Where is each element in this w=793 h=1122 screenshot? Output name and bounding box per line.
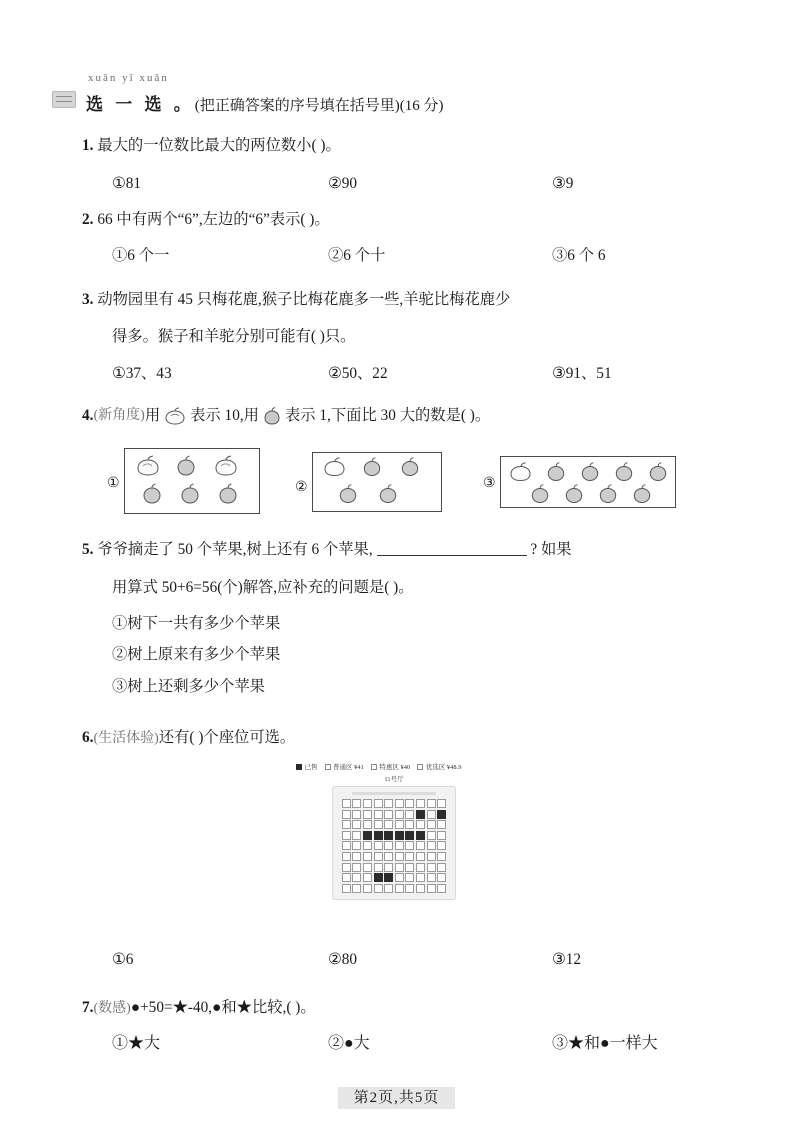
apple-icon: [595, 483, 621, 505]
seat-r8-c1[interactable]: [342, 873, 351, 882]
apple-icon: [173, 454, 199, 478]
apple-icon: [543, 461, 569, 483]
question-7-option-2[interactable]: ②●大: [328, 1035, 370, 1052]
seat-r2-c2[interactable]: [352, 810, 361, 819]
question-4-text-b: 表示 10,用: [190, 407, 259, 424]
legend-label-discount: 特惠区 ¥40: [379, 764, 411, 771]
question-4: [82, 404, 490, 428]
question-3: [82, 288, 510, 312]
seat-r8-c2[interactable]: [352, 873, 361, 882]
seat-r5-c3[interactable]: [363, 841, 372, 850]
seat-r8-c7[interactable]: [405, 873, 414, 882]
seat-r9-c7[interactable]: [405, 884, 414, 893]
seat-r3-c10[interactable]: [437, 820, 446, 829]
question-4-text-c: 表示 1,下面比 30 大的数是( )。: [284, 407, 491, 424]
seat-r8-c8[interactable]: [416, 873, 425, 882]
question-1-option-2[interactable]: ②90: [328, 175, 358, 192]
question-7-tag: (数感): [93, 1001, 131, 1016]
seat-r7-c8[interactable]: [416, 863, 425, 872]
legend-label-premium: 优选区 ¥48.9: [425, 764, 462, 771]
seat-r9-c4[interactable]: [374, 884, 383, 893]
question-7-option-3[interactable]: ③★和●一样大: [552, 1035, 658, 1052]
question-3-option-3[interactable]: ③91、51: [552, 365, 612, 382]
question-7-number: 7.: [82, 999, 94, 1016]
question-3-line-2: [112, 325, 355, 349]
seat-r1-c7[interactable]: [405, 799, 414, 808]
seat-r1-c8[interactable]: [416, 799, 425, 808]
seat-r8-c5: [384, 873, 393, 882]
seat-r4-c7: [405, 831, 414, 840]
seatmap-hall-label: 11号厅: [384, 776, 404, 783]
question-7-text: ●+50=★-40,●和★比较,( )。: [130, 999, 316, 1016]
question-4-choice-box-3[interactable]: [483, 456, 676, 508]
seat-r6-c4[interactable]: [374, 852, 383, 861]
seat-r2-c5[interactable]: [384, 810, 393, 819]
question-3-number: 3.: [82, 291, 94, 308]
question-2-option-3[interactable]: ③6 个 6: [552, 247, 606, 264]
page-number-label: 第2页,共5页: [338, 1087, 456, 1109]
seat-r9-c3[interactable]: [363, 884, 372, 893]
section-number-two-icon: [52, 91, 76, 108]
legend-swatch-premium-icon: [417, 764, 423, 770]
question-1-number: 1.: [82, 137, 94, 154]
question-5-number: 5.: [82, 541, 94, 558]
seat-r2-c10: [437, 810, 446, 819]
legend-swatch-standard-icon: [325, 764, 331, 770]
seat-r6-c5[interactable]: [384, 852, 393, 861]
question-3-text-line-1: 动物园里有 45 只梅花鹿,猴子比梅花鹿多一些,羊驼比梅花鹿少: [97, 291, 511, 308]
seat-r6-c10[interactable]: [437, 852, 446, 861]
seat-r1-c2[interactable]: [352, 799, 361, 808]
legend-item-premium: [417, 762, 461, 771]
seat-r2-c9[interactable]: [427, 810, 436, 819]
question-1-text: 最大的一位数比最大的两位数小( )。: [97, 137, 341, 154]
seat-r2-c6[interactable]: [395, 810, 404, 819]
seat-r6-c3[interactable]: [363, 852, 372, 861]
section-title: 选 一 选 。: [86, 95, 195, 114]
peach-icon: [321, 456, 349, 478]
question-6-text: 还有( )个座位可选。: [158, 729, 296, 746]
seat-r9-c10[interactable]: [437, 884, 446, 893]
question-4-box-1-marker: ①: [107, 476, 120, 491]
seat-r1-c4[interactable]: [374, 799, 383, 808]
seat-r1-c9[interactable]: [427, 799, 436, 808]
seatmap-legend: [288, 762, 500, 771]
apple-icon: [139, 482, 165, 506]
seat-r5-c7[interactable]: [405, 841, 414, 850]
seat-r1-c1[interactable]: [342, 799, 351, 808]
apple-icon: [261, 406, 283, 426]
question-4-number: 4.: [82, 407, 94, 424]
seat-r5-c6[interactable]: [395, 841, 404, 850]
apple-icon: [335, 483, 361, 505]
seat-r5-c4[interactable]: [374, 841, 383, 850]
seat-r2-c8: [416, 810, 425, 819]
seat-r7-c1[interactable]: [342, 863, 351, 872]
seat-r8-c3[interactable]: [363, 873, 372, 882]
seat-r4-c1[interactable]: [342, 831, 351, 840]
legend-swatch-discount-icon: [371, 764, 377, 770]
legend-swatch-sold-icon: [296, 764, 302, 770]
question-4-choice-box-1[interactable]: [107, 448, 260, 514]
question-5: [82, 538, 572, 562]
seat-r7-c9[interactable]: [427, 863, 436, 872]
question-2-option-1[interactable]: ①6 个一: [112, 247, 170, 264]
seat-r7-c10[interactable]: [437, 863, 446, 872]
seat-r1-c5[interactable]: [384, 799, 393, 808]
section-header: [52, 90, 443, 115]
seat-r4-c10[interactable]: [437, 831, 446, 840]
apple-icon: [577, 461, 603, 483]
seat-r5-c10[interactable]: [437, 841, 446, 850]
question-2-option-2[interactable]: ②6 个十: [328, 247, 386, 264]
question-6-option-1[interactable]: ①6: [112, 951, 134, 968]
seat-r5-c5[interactable]: [384, 841, 393, 850]
seat-r3-c2[interactable]: [352, 820, 361, 829]
question-3-option-2[interactable]: ②50、22: [328, 365, 388, 382]
question-5-text-line-1a: 爷爷摘走了 50 个苹果,树上还有 6 个苹果,: [97, 541, 373, 558]
question-7-option-1[interactable]: ①★大: [112, 1035, 161, 1052]
pinyin-label: xuǎn yī xuǎn: [88, 72, 169, 84]
question-2-number: 2.: [82, 211, 94, 228]
seat-r4-c2[interactable]: [352, 831, 361, 840]
apple-icon: [645, 461, 671, 483]
seat-r7-c2[interactable]: [352, 863, 361, 872]
seat-r6-c7[interactable]: [405, 852, 414, 861]
seat-r4-c4: [374, 831, 383, 840]
question-6-option-3[interactable]: ③12: [552, 951, 582, 968]
question-4-box-2-marker: ②: [295, 480, 308, 495]
question-1-option-3[interactable]: ③9: [552, 175, 574, 192]
question-1-option-1[interactable]: ①81: [112, 175, 142, 192]
apple-icon: [215, 482, 241, 506]
question-4-figure: [107, 448, 682, 516]
question-5-text-line-1b: ? 如果: [530, 541, 572, 558]
seat-r8-c4: [374, 873, 383, 882]
question-5-choice-2[interactable]: ②树上原来有多少个苹果: [112, 646, 281, 664]
seat-r1-c10[interactable]: [437, 799, 446, 808]
seat-r3-c6[interactable]: [395, 820, 404, 829]
apple-icon: [611, 461, 637, 483]
apple-icon: [629, 483, 655, 505]
screen-bar: [352, 792, 436, 795]
seat-r1-c6[interactable]: [395, 799, 404, 808]
peach-icon: [133, 454, 163, 478]
question-2: [82, 208, 330, 232]
seat-r9-c5[interactable]: [384, 884, 393, 893]
question-4-box-3-marker: ③: [483, 476, 496, 491]
question-5-choice-1[interactable]: ①树下一共有多少个苹果: [112, 615, 281, 632]
legend-item-discount: [371, 762, 410, 771]
legend-item-standard: [325, 762, 364, 771]
seat-r4-c9[interactable]: [427, 831, 436, 840]
section-subtitle: (把正确答案的序号填在括号里)(16 分): [194, 98, 444, 114]
seat-r3-c1[interactable]: [342, 820, 351, 829]
peach-icon: [162, 406, 188, 426]
seat-r6-c6[interactable]: [395, 852, 404, 861]
question-6-number: 6.: [82, 729, 94, 746]
seat-r6-c8[interactable]: [416, 852, 425, 861]
seat-r3-c4[interactable]: [374, 820, 383, 829]
apple-icon: [561, 483, 587, 505]
seat-r8-c9[interactable]: [427, 873, 436, 882]
seat-r5-c1[interactable]: [342, 841, 351, 850]
seat-r7-c3[interactable]: [363, 863, 372, 872]
peach-icon: [211, 454, 241, 478]
question-6-option-2[interactable]: ②80: [328, 951, 358, 968]
seat-r3-c5[interactable]: [384, 820, 393, 829]
question-4-text-a: 用: [144, 407, 161, 424]
question-3-option-1[interactable]: ①37、43: [112, 365, 172, 382]
question-5-text-line-2: 用算式 50+6=56(个)解答,应补充的问题是( )。: [112, 579, 414, 596]
seat-r4-c6: [395, 831, 404, 840]
question-6-tag: (生活体验): [93, 731, 159, 746]
seat-r9-c2[interactable]: [352, 884, 361, 893]
question-5-choices: [112, 608, 280, 702]
seat-r9-c8[interactable]: [416, 884, 425, 893]
peach-icon: [507, 461, 535, 483]
seat-r7-c6[interactable]: [395, 863, 404, 872]
seat-r2-c3[interactable]: [363, 810, 372, 819]
seat-r3-c7[interactable]: [405, 820, 414, 829]
seat-r3-c3[interactable]: [363, 820, 372, 829]
question-6: [82, 726, 295, 750]
apple-icon: [397, 456, 423, 478]
question-5-answer-blank[interactable]: [377, 541, 527, 556]
seat-r3-c9[interactable]: [427, 820, 436, 829]
seat-r3-c8[interactable]: [416, 820, 425, 829]
question-3-text-line-2: 得多。猴子和羊驼分别可能有( )只。: [112, 328, 356, 345]
seat-r6-c9[interactable]: [427, 852, 436, 861]
seat-r8-c10[interactable]: [437, 873, 446, 882]
seat-r4-c3: [363, 831, 372, 840]
apple-icon: [527, 483, 553, 505]
seat-r1-c3[interactable]: [363, 799, 372, 808]
question-2-text: 66 中有两个“6”,左边的“6”表示( )。: [97, 211, 330, 228]
question-6-seatmap: [288, 762, 500, 942]
seat-r7-c4[interactable]: [374, 863, 383, 872]
seat-r9-c6[interactable]: [395, 884, 404, 893]
seat-r2-c4[interactable]: [374, 810, 383, 819]
seat-r6-c1[interactable]: [342, 852, 351, 861]
seat-r9-c1[interactable]: [342, 884, 351, 893]
legend-label-sold: 已售: [304, 764, 318, 771]
question-5-choice-3[interactable]: ③树上还剩多少个苹果: [112, 677, 265, 695]
seat-r4-c8: [416, 831, 425, 840]
seat-r2-c7[interactable]: [405, 810, 414, 819]
legend-label-standard: 普通区 ¥41: [333, 764, 364, 771]
legend-item-sold: [296, 762, 318, 771]
apple-icon: [177, 482, 203, 506]
seat-r4-c5: [384, 831, 393, 840]
seat-r5-c2[interactable]: [352, 841, 361, 850]
seat-r7-c7[interactable]: [405, 863, 414, 872]
apple-icon: [359, 456, 385, 478]
seat-r9-c9[interactable]: [427, 884, 436, 893]
seat-r5-c9[interactable]: [427, 841, 436, 850]
question-4-choice-box-2[interactable]: [295, 452, 442, 512]
seat-r8-c6[interactable]: [395, 873, 404, 882]
question-7: [82, 996, 316, 1020]
apple-icon: [375, 483, 401, 505]
seat-r7-c5[interactable]: [384, 863, 393, 872]
question-4-tag: (新角度): [93, 408, 145, 423]
seatmap-card: [332, 786, 456, 900]
seat-r6-c2[interactable]: [352, 852, 361, 861]
page-footer: [0, 1086, 793, 1107]
question-5-line-2: [112, 576, 414, 600]
seat-grid[interactable]: [337, 799, 451, 893]
question-1: [82, 134, 341, 158]
seat-r5-c8[interactable]: [416, 841, 425, 850]
seat-r2-c1[interactable]: [342, 810, 351, 819]
